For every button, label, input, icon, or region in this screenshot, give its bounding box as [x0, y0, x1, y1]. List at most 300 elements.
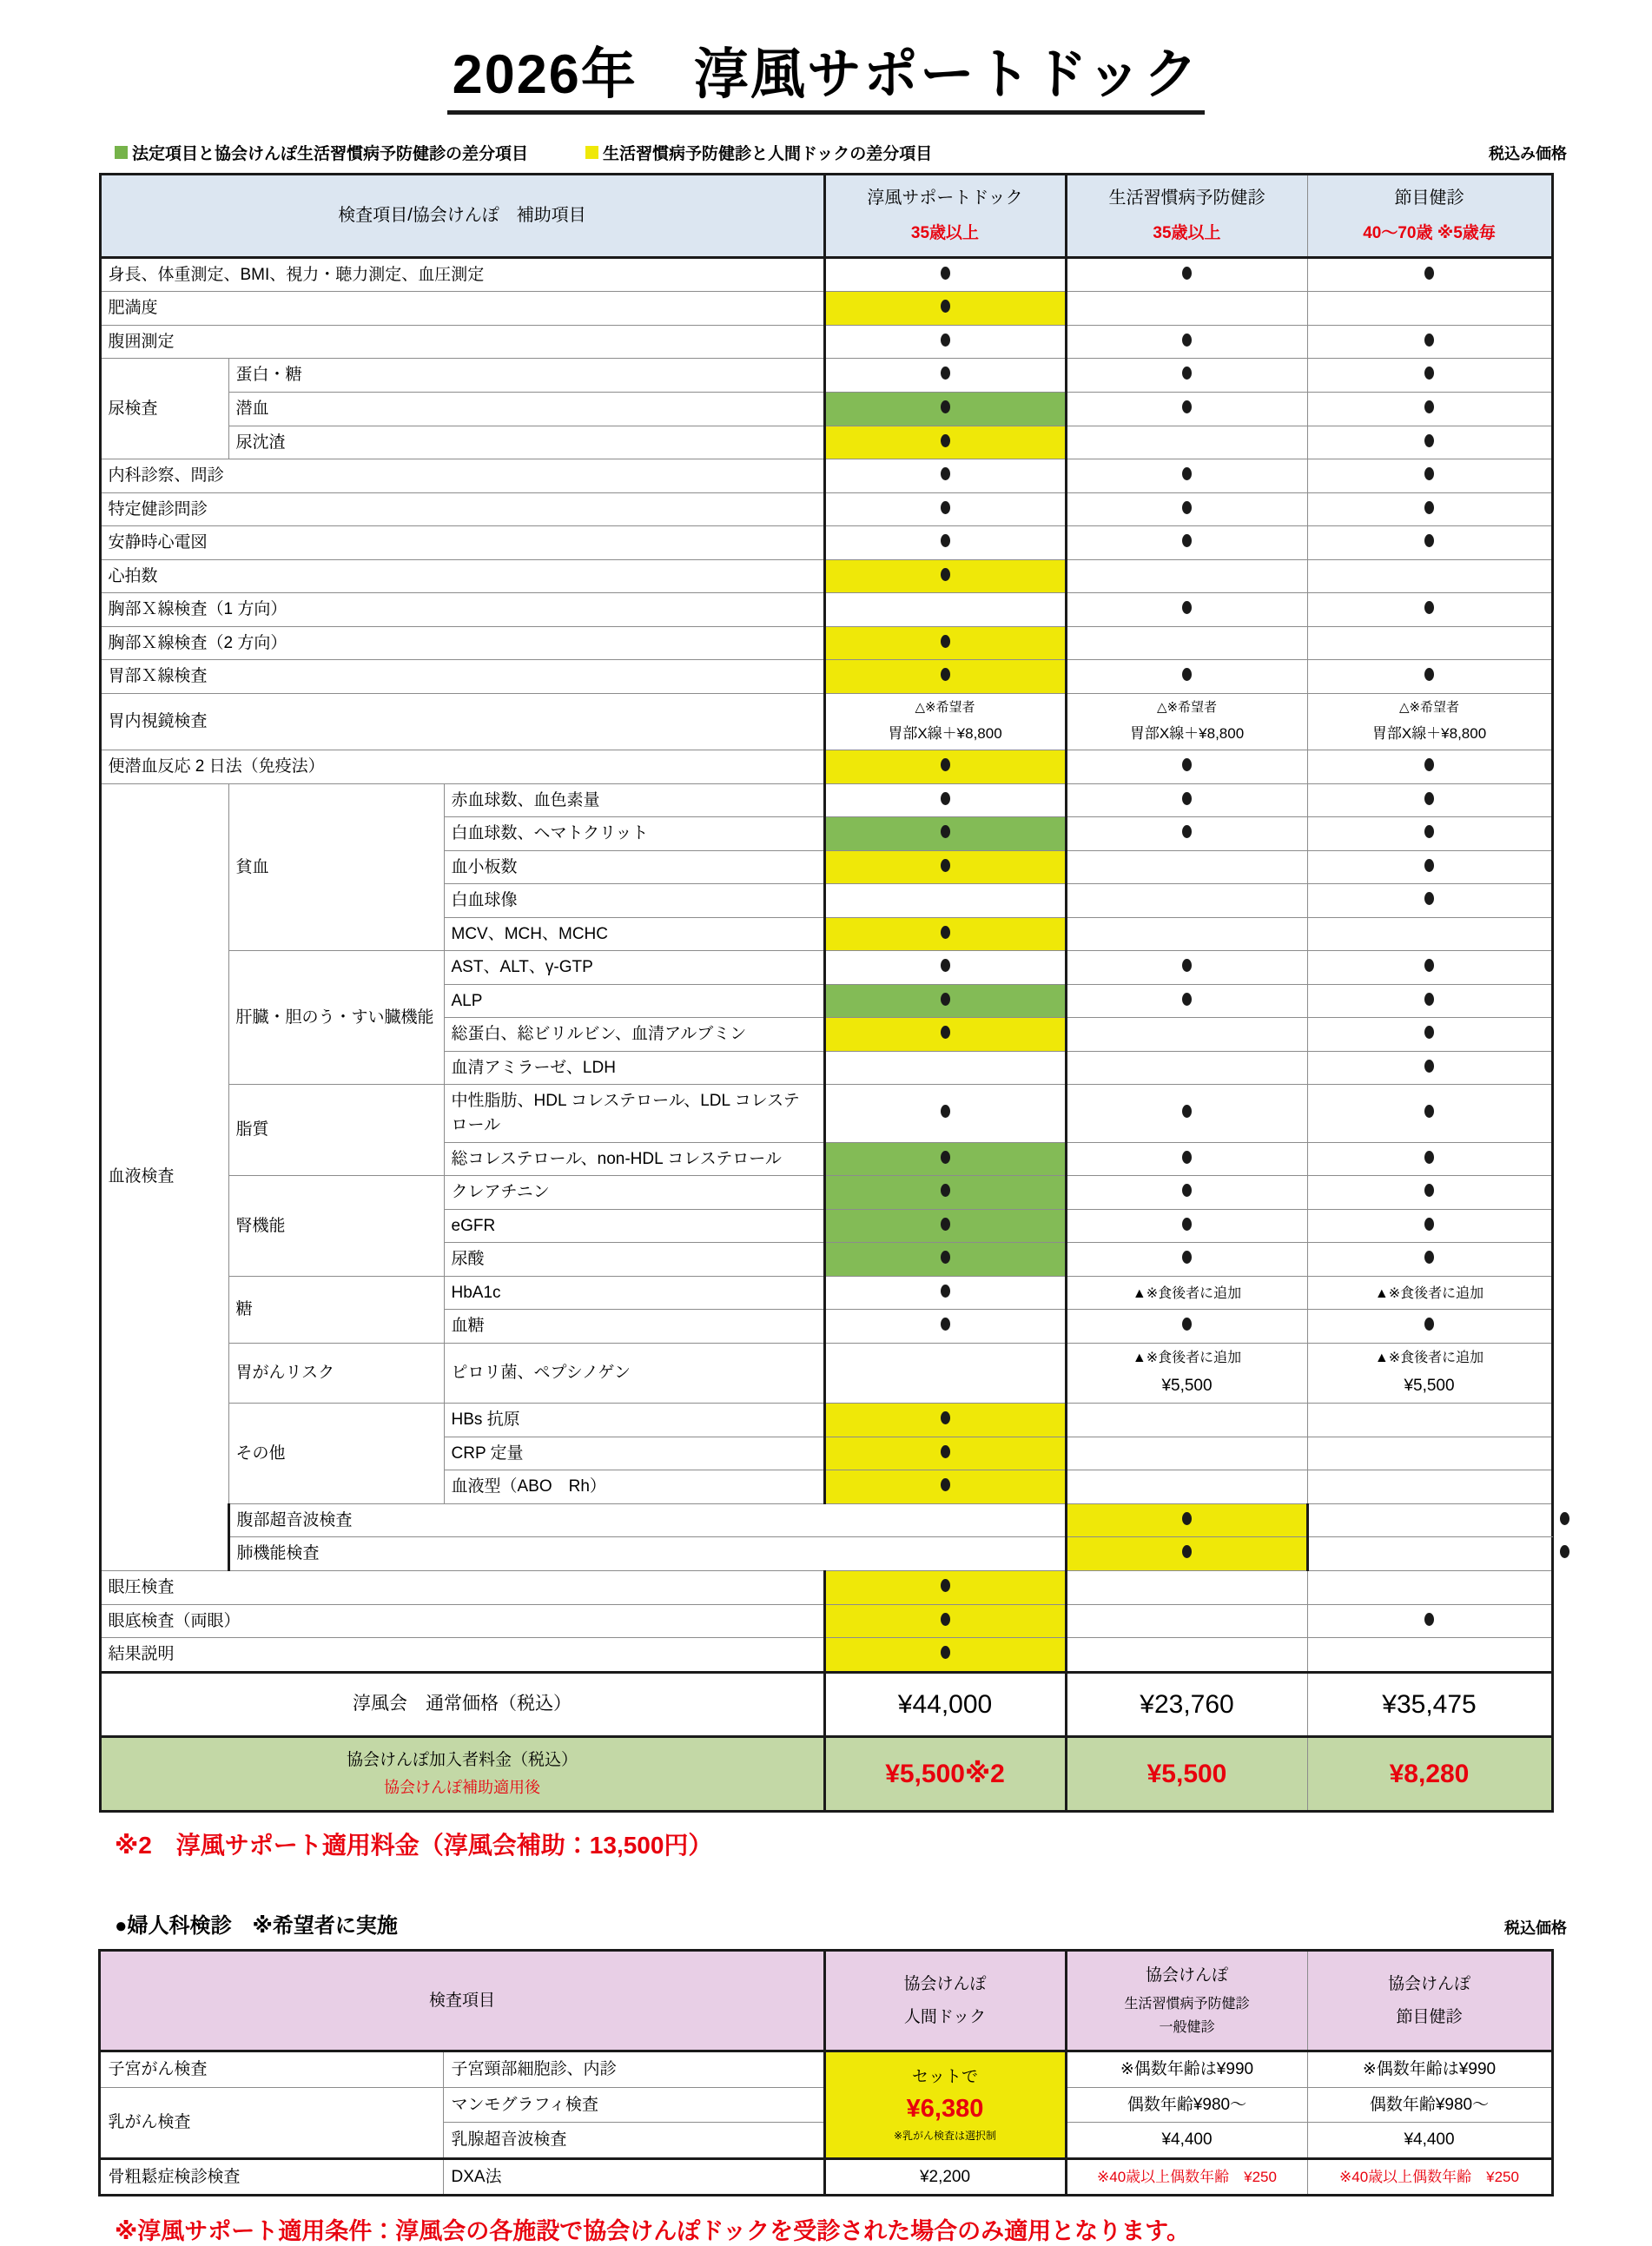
row-mark-3 [1307, 1571, 1552, 1605]
row-mark-2 [1066, 1142, 1307, 1176]
check-dot-icon [941, 400, 950, 418]
check-dot-icon [941, 667, 950, 685]
row-mark-2 [1066, 850, 1307, 884]
row-mark-2 [1066, 359, 1307, 393]
row-mark-3 [1307, 1018, 1552, 1052]
row-item-label: 血清アミラーゼ、LDH [444, 1051, 824, 1085]
check-dot-icon [1182, 1150, 1192, 1168]
table-header-row [100, 175, 1552, 258]
gyn-row-col1: ¥2,200 [824, 2158, 1066, 2196]
check-dot-icon [1424, 433, 1434, 452]
check-dot-icon [1182, 466, 1192, 485]
row-mark-3 [1307, 626, 1552, 660]
table-row [100, 426, 1552, 459]
row-mark-1 [824, 257, 1066, 292]
gyn-header-col2 [1066, 1951, 1307, 2051]
row-mark-1 [824, 984, 1066, 1018]
gynecology-table [98, 1949, 1553, 2196]
header-col2-title: 生活習慣病予防健診 [1108, 188, 1265, 208]
check-dot-icon [1424, 1217, 1434, 1235]
row-item-label: 白血球数、ヘマトクリット [444, 817, 824, 851]
row-mark-2 [1066, 1051, 1307, 1085]
row-mark-1 [824, 1142, 1066, 1176]
kenpo-price-3: ¥8,280 [1307, 1737, 1552, 1812]
legend-item-green [115, 141, 528, 164]
after-meal-note-price: ¥5,500 [1404, 1376, 1455, 1395]
main-comparison-table [99, 173, 1554, 1813]
gyn-header-col3-l1: 協会けんぽ [1387, 1974, 1470, 1993]
check-dot-icon [941, 757, 950, 776]
gyn-row-col2: ※偶数年齢は¥990 [1066, 2051, 1307, 2087]
row-mark-1 [824, 459, 1066, 493]
row-mark-2 [1066, 526, 1307, 560]
row-mark-1 [824, 393, 1066, 426]
row-item-label: 肺機能検査 [228, 1537, 1066, 1571]
row-mark-3 [1307, 393, 1552, 426]
header-item-column: 検査項目/協会けんぽ 補助項目 [100, 175, 824, 258]
row-item-label: クレアチニン [444, 1176, 824, 1210]
gyn-row-detail: DXA法 [444, 2158, 824, 2196]
gyn-row-col2 [1066, 2158, 1307, 2196]
row-item-label: 白血球像 [444, 884, 824, 918]
row-mark-2 [1066, 257, 1307, 292]
row-mark-2 [1066, 492, 1307, 526]
check-dot-icon [941, 858, 950, 876]
gyn-row-col2: ¥4,400 [1066, 2123, 1307, 2159]
check-dot-icon [1182, 791, 1192, 809]
row-mark-1 [824, 693, 1066, 750]
check-dot-icon [941, 824, 950, 842]
row-mark-2 [1066, 1343, 1307, 1404]
check-dot-icon [941, 1317, 950, 1335]
row-mark-2 [1066, 325, 1307, 359]
row-mark-1 [824, 660, 1066, 694]
row-mark-2 [1066, 1085, 1307, 1142]
endoscopy-note [1315, 698, 1544, 745]
gyn-set-label: セットで [911, 2067, 978, 2086]
row-mark-2 [1066, 817, 1307, 851]
row-item-label: HBs 抗原 [444, 1404, 824, 1437]
gyn-row-col2-text: ※40歳以上偶数年齢 ¥250 [1097, 2168, 1277, 2185]
row-mark-3 [1307, 1470, 1552, 1504]
table-row [100, 1085, 1552, 1142]
row-mark-1 [824, 526, 1066, 560]
row-item-label: 結果説明 [100, 1638, 824, 1673]
table-row [100, 1537, 1552, 1571]
table-row [100, 393, 1552, 426]
check-dot-icon [1182, 757, 1192, 776]
check-dot-icon [941, 299, 950, 317]
row-mark-3 [1307, 1209, 1552, 1243]
check-dot-icon [1182, 1183, 1192, 1201]
gyn-set-price: ¥6,380 [906, 2095, 984, 2124]
check-dot-icon [1424, 400, 1434, 418]
final-condition-note: ※淳風サポート適用条件：淳風会の各施設で協会けんぽドックを受診された場合のみ適用となります。 [115, 2218, 1191, 2245]
header-col3-age: 40〜70歳 ※5歳毎 [1363, 224, 1496, 243]
check-dot-icon [941, 1410, 950, 1429]
row-item-label: 身長、体重測定、BMI、視力・聴力測定、血圧測定 [100, 257, 824, 292]
row-mark-2 [1066, 1571, 1307, 1605]
row-mark-3 [1307, 426, 1552, 459]
row-mark-2 [1066, 1276, 1307, 1310]
footnote-note2: ※2 淳風サポート適用料金（淳風会補助：13,500円） [115, 1832, 713, 1860]
row-mark-1 [824, 492, 1066, 526]
check-dot-icon [941, 433, 950, 452]
table-row [100, 359, 1552, 393]
row-mark-1 [824, 951, 1066, 985]
table-row [100, 660, 1552, 694]
check-dot-icon [1560, 1511, 1569, 1529]
row-item-label: 胸部Ｘ線検査（1 方向） [100, 593, 824, 627]
row-item-label: 胃部Ｘ線検査 [100, 660, 824, 694]
row-mark-3 [1307, 750, 1552, 783]
row-mark-3 [1307, 783, 1552, 817]
check-dot-icon [1424, 1150, 1434, 1168]
check-dot-icon [1424, 333, 1434, 351]
row-mark-1 [824, 917, 1066, 951]
check-dot-icon [1182, 1317, 1192, 1335]
table-row [100, 257, 1552, 292]
row-mark-3 [1307, 817, 1552, 851]
check-dot-icon [1424, 757, 1434, 776]
check-dot-icon [1424, 533, 1434, 552]
row-mark-3 [1307, 850, 1552, 884]
row-mark-1 [824, 783, 1066, 817]
row-mark-2 [1066, 426, 1307, 459]
row-mark-1 [824, 292, 1066, 326]
row-mark-2 [1066, 660, 1307, 694]
row-mark-1 [824, 1209, 1066, 1243]
row-mark-2 [1066, 292, 1307, 326]
table-row [100, 1638, 1552, 1673]
check-dot-icon [1424, 366, 1434, 384]
check-dot-icon [941, 791, 950, 809]
gyn-heading-label: ●婦人科検診 ※希望者に実施 [115, 1914, 398, 1939]
header-col2 [1066, 175, 1307, 258]
kenpo-price-2: ¥5,500 [1066, 1737, 1307, 1812]
gyn-row-col3: 偶数年齢¥980〜 [1307, 2087, 1552, 2123]
check-dot-icon [941, 366, 950, 384]
check-dot-icon [1182, 400, 1192, 418]
row-mark-1 [824, 626, 1066, 660]
check-dot-icon [941, 1444, 950, 1463]
gyn-header-col3-l2: 節目健診 [1396, 2007, 1463, 2026]
check-dot-icon [1182, 366, 1192, 384]
table-row [100, 526, 1552, 560]
gyn-row-col3: ¥4,400 [1307, 2123, 1552, 2159]
gyn-row-label: 乳がん検査 [100, 2087, 444, 2158]
row-mark-1 [824, 1051, 1066, 1085]
row-mark-2 [1066, 917, 1307, 951]
check-dot-icon [941, 992, 950, 1010]
row-item-label: 眼圧検査 [100, 1571, 824, 1605]
header-col1-age: 35歳以上 [910, 224, 980, 243]
row-mark-2 [1066, 1404, 1307, 1437]
row-subgroup-label: 貧血 [228, 783, 444, 951]
row-mark-3 [1307, 1437, 1552, 1470]
check-dot-icon [941, 333, 950, 351]
row-item-label: 腹部超音波検査 [228, 1503, 1066, 1537]
row-mark-3 [1307, 257, 1552, 292]
row-item-label: ピロリ菌、ペプシノゲン [444, 1343, 824, 1404]
normal-price-label: 淳風会 通常価格（税込） [100, 1672, 824, 1737]
gyn-row-label: 骨粗鬆症検診検査 [100, 2158, 444, 2196]
check-dot-icon [941, 1477, 950, 1496]
row-mark-3 [1307, 917, 1552, 951]
row-item-label: CRP 定量 [444, 1437, 824, 1470]
gyn-row-detail: 子宮頸部細胞診、内診 [444, 2051, 824, 2087]
check-dot-icon [941, 1150, 950, 1168]
check-dot-icon [941, 466, 950, 485]
check-dot-icon [941, 500, 950, 519]
gyn-section-heading [0, 1908, 1652, 1939]
check-dot-icon [1424, 1183, 1434, 1201]
gyn-row-detail: マンモグラフィ検査 [444, 2087, 824, 2123]
table-row [100, 783, 1552, 817]
row-mark-3 [1307, 1243, 1552, 1277]
kenpo-price-row [100, 1737, 1552, 1812]
table-row [100, 492, 1552, 526]
check-dot-icon [1424, 1250, 1434, 1268]
row-item-label: ALP [444, 984, 824, 1018]
gyn-set-price-cell [824, 2051, 1066, 2158]
row-mark-1 [824, 1571, 1066, 1605]
row-mark-3 [1307, 1604, 1552, 1638]
row-mark-3 [1307, 1176, 1552, 1210]
row-mark-2 [1066, 1243, 1307, 1277]
check-dot-icon [1424, 891, 1434, 909]
check-dot-icon [1424, 1104, 1434, 1122]
row-mark-1 [824, 817, 1066, 851]
check-dot-icon [1182, 1250, 1192, 1268]
row-subgroup-label: 胃がんリスク [228, 1343, 444, 1404]
check-dot-icon [1182, 667, 1192, 685]
row-mark-1 [824, 1404, 1066, 1437]
row-mark-3 [1307, 984, 1552, 1018]
table-row [100, 1404, 1552, 1437]
row-subgroup-label: 腎機能 [228, 1176, 444, 1277]
row-mark-2 [1066, 1176, 1307, 1210]
row-mark-1 [824, 1085, 1066, 1142]
normal-price-2: ¥23,760 [1066, 1672, 1307, 1737]
row-mark-1 [824, 1176, 1066, 1210]
row-mark-2 [1066, 750, 1307, 783]
row-mark-2 [1066, 1437, 1307, 1470]
row-mark-1 [824, 884, 1066, 918]
row-mark-3 [1307, 1276, 1552, 1310]
row-mark-3 [1307, 1404, 1552, 1437]
green-swatch-icon [115, 146, 128, 159]
check-dot-icon [1182, 958, 1192, 976]
header-col2-age: 35歳以上 [1153, 224, 1221, 243]
gyn-header-col1-l1: 協会けんぽ [903, 1974, 987, 1993]
row-item-label: eGFR [444, 1209, 824, 1243]
row-mark-3 [1307, 359, 1552, 393]
table-row [100, 1276, 1552, 1310]
row-item-label: 心拍数 [100, 559, 824, 593]
gyn-header-col2-l1: 協会けんぽ [1145, 1966, 1228, 1985]
row-mark-1 [1066, 1537, 1307, 1571]
row-mark-1 [824, 593, 1066, 627]
row-mark-2 [1066, 884, 1307, 918]
check-dot-icon [1424, 1059, 1434, 1077]
legend-label-green: 法定項目と協会けんぽ生活習慣病予防健診の差分項目 [132, 145, 529, 164]
row-item-label: AST、ALT、γ-GTP [444, 951, 824, 985]
row-item-label: 潜血 [228, 393, 824, 426]
gyn-header-item: 検査項目 [100, 1951, 824, 2051]
row-mark-1 [824, 850, 1066, 884]
check-dot-icon [941, 1217, 950, 1235]
row-mark-3 [1307, 884, 1552, 918]
check-dot-icon [1424, 791, 1434, 809]
row-mark-1 [824, 750, 1066, 783]
check-dot-icon [1424, 600, 1434, 618]
check-dot-icon [1182, 824, 1192, 842]
table-row [100, 626, 1552, 660]
table-row [100, 2051, 1552, 2087]
row-mark-2 [1066, 459, 1307, 493]
check-dot-icon [1182, 1217, 1192, 1235]
row-mark-1 [824, 359, 1066, 393]
row-mark-1 [824, 1243, 1066, 1277]
tax-note: 税込み価格 [1489, 144, 1567, 162]
row-mark-1 [824, 1437, 1066, 1470]
after-meal-note: ▲※食後者に追加 [1132, 1285, 1242, 1301]
gyn-header-col1-l2: 人間ドック [903, 2007, 987, 2026]
normal-price-1: ¥44,000 [824, 1672, 1066, 1737]
header-col1 [824, 175, 1066, 258]
table-row [100, 1604, 1552, 1638]
row-mark-2 [1066, 593, 1307, 627]
check-dot-icon [941, 1183, 950, 1201]
gyn-header-col2-l2: 生活習慣病予防健診 [1124, 1996, 1250, 2011]
endoscopy-note-line1: △※希望者 [915, 699, 975, 715]
kenpo-price-label [100, 1737, 824, 1812]
row-mark-3 [1307, 1085, 1552, 1142]
row-item-label: 尿酸 [444, 1243, 824, 1277]
check-dot-icon [1182, 1104, 1192, 1122]
check-dot-icon [941, 634, 950, 652]
row-mark-1 [824, 1604, 1066, 1638]
after-meal-note-price: ¥5,500 [1161, 1376, 1213, 1395]
check-dot-icon [941, 1578, 950, 1596]
gyn-row-col3: ※偶数年齢は¥990 [1307, 2051, 1552, 2087]
check-dot-icon [1424, 500, 1434, 519]
endoscopy-note-line1: △※希望者 [1398, 699, 1460, 715]
row-item-label: 腹囲測定 [100, 325, 824, 359]
row-mark-3 [1307, 1343, 1552, 1404]
row-item-label: 胸部Ｘ線検査（2 方向） [100, 626, 824, 660]
check-dot-icon [941, 567, 950, 585]
row-mark-1 [824, 1310, 1066, 1344]
check-dot-icon [1182, 1544, 1192, 1562]
check-dot-icon [941, 958, 950, 976]
check-dot-icon [1424, 466, 1434, 485]
row-subgroup-label: 糖 [228, 1276, 444, 1343]
table-row [100, 2158, 1552, 2196]
row-item-label: 特定健診問診 [100, 492, 824, 526]
kenpo-price-label-line1: 協会けんぽ加入者料金（税込） [346, 1751, 578, 1770]
gyn-row-detail: 乳腺超音波検査 [444, 2123, 824, 2159]
check-dot-icon [1424, 667, 1434, 685]
row-mark-3 [1307, 459, 1552, 493]
gyn-row-col3 [1307, 2158, 1552, 2196]
normal-price-row [100, 1672, 1552, 1737]
row-mark-2 [1066, 1638, 1307, 1673]
after-meal-note-line1: ▲※食後者に追加 [1132, 1350, 1242, 1365]
table-row [100, 1176, 1552, 1210]
row-mark-1 [824, 1343, 1066, 1404]
endoscopy-note [833, 698, 1058, 745]
header-col3-title: 節目健診 [1394, 188, 1464, 208]
after-meal-price-note [1315, 1348, 1544, 1399]
row-mark-3 [1307, 693, 1552, 750]
row-mark-3 [1307, 1638, 1552, 1673]
check-dot-icon [1424, 266, 1434, 284]
row-item-label: 胃内視鏡検査 [100, 693, 824, 750]
row-mark-2 [1066, 393, 1307, 426]
row-item-label: 肥満度 [100, 292, 824, 326]
page-title: 2026年 淳風サポートドック [447, 45, 1206, 115]
row-mark-3 [1307, 1051, 1552, 1085]
after-meal-price-note [1074, 1348, 1300, 1399]
row-mark-2 [1307, 1537, 1552, 1571]
row-subgroup-label: 脂質 [228, 1085, 444, 1176]
row-mark-3 [1307, 951, 1552, 985]
table-row [100, 559, 1552, 593]
gyn-row-label: 子宮がん検査 [100, 2051, 444, 2087]
row-mark-2 [1307, 1503, 1552, 1537]
row-group-label: 尿検査 [100, 359, 228, 459]
normal-price-3: ¥35,475 [1307, 1672, 1552, 1737]
table-row [100, 1571, 1552, 1605]
gyn-header-row [100, 1951, 1552, 2051]
row-mark-1 [824, 1638, 1066, 1673]
row-item-label: 眼底検査（両眼） [100, 1604, 824, 1638]
row-item-label: HbA1c [444, 1276, 824, 1310]
row-mark-1 [1066, 1503, 1307, 1537]
check-dot-icon [1182, 266, 1192, 284]
row-mark-2 [1066, 1018, 1307, 1052]
row-mark-3 [1307, 292, 1552, 326]
row-item-label: 血液型（ABO Rh） [444, 1470, 824, 1504]
row-subgroup-label: その他 [228, 1404, 444, 1504]
row-mark-1 [824, 1276, 1066, 1310]
row-mark-3 [1307, 526, 1552, 560]
row-item-label: 蛋白・糖 [228, 359, 824, 393]
row-item-label: 総蛋白、総ビリルビン、血清アルブミン [444, 1018, 824, 1052]
endoscopy-note [1074, 698, 1300, 745]
row-item-label: 赤血球数、血色素量 [444, 783, 824, 817]
row-mark-2 [1066, 1470, 1307, 1504]
check-dot-icon [1182, 500, 1192, 519]
title-block [0, 0, 1652, 115]
table-row [100, 951, 1552, 985]
row-item-label: 血小板数 [444, 850, 824, 884]
yellow-swatch-icon [585, 146, 598, 159]
header-col1-title: 淳風サポートドック [867, 188, 1023, 208]
gyn-set-note: ※乳がん検査は選択制 [893, 2130, 997, 2143]
table-row [100, 325, 1552, 359]
gyn-row-col3-text: ※40歳以上偶数年齢 ¥250 [1339, 2168, 1519, 2185]
check-dot-icon [1182, 600, 1192, 618]
row-mark-1 [824, 1018, 1066, 1052]
kenpo-price-label-line2: 協会けんぽ補助適用後 [384, 1779, 540, 1797]
header-col3 [1307, 175, 1552, 258]
table-row [100, 1343, 1552, 1404]
legend-label-yellow: 生活習慣病予防健診と人間ドックの差分項目 [603, 145, 933, 164]
row-mark-2 [1066, 951, 1307, 985]
